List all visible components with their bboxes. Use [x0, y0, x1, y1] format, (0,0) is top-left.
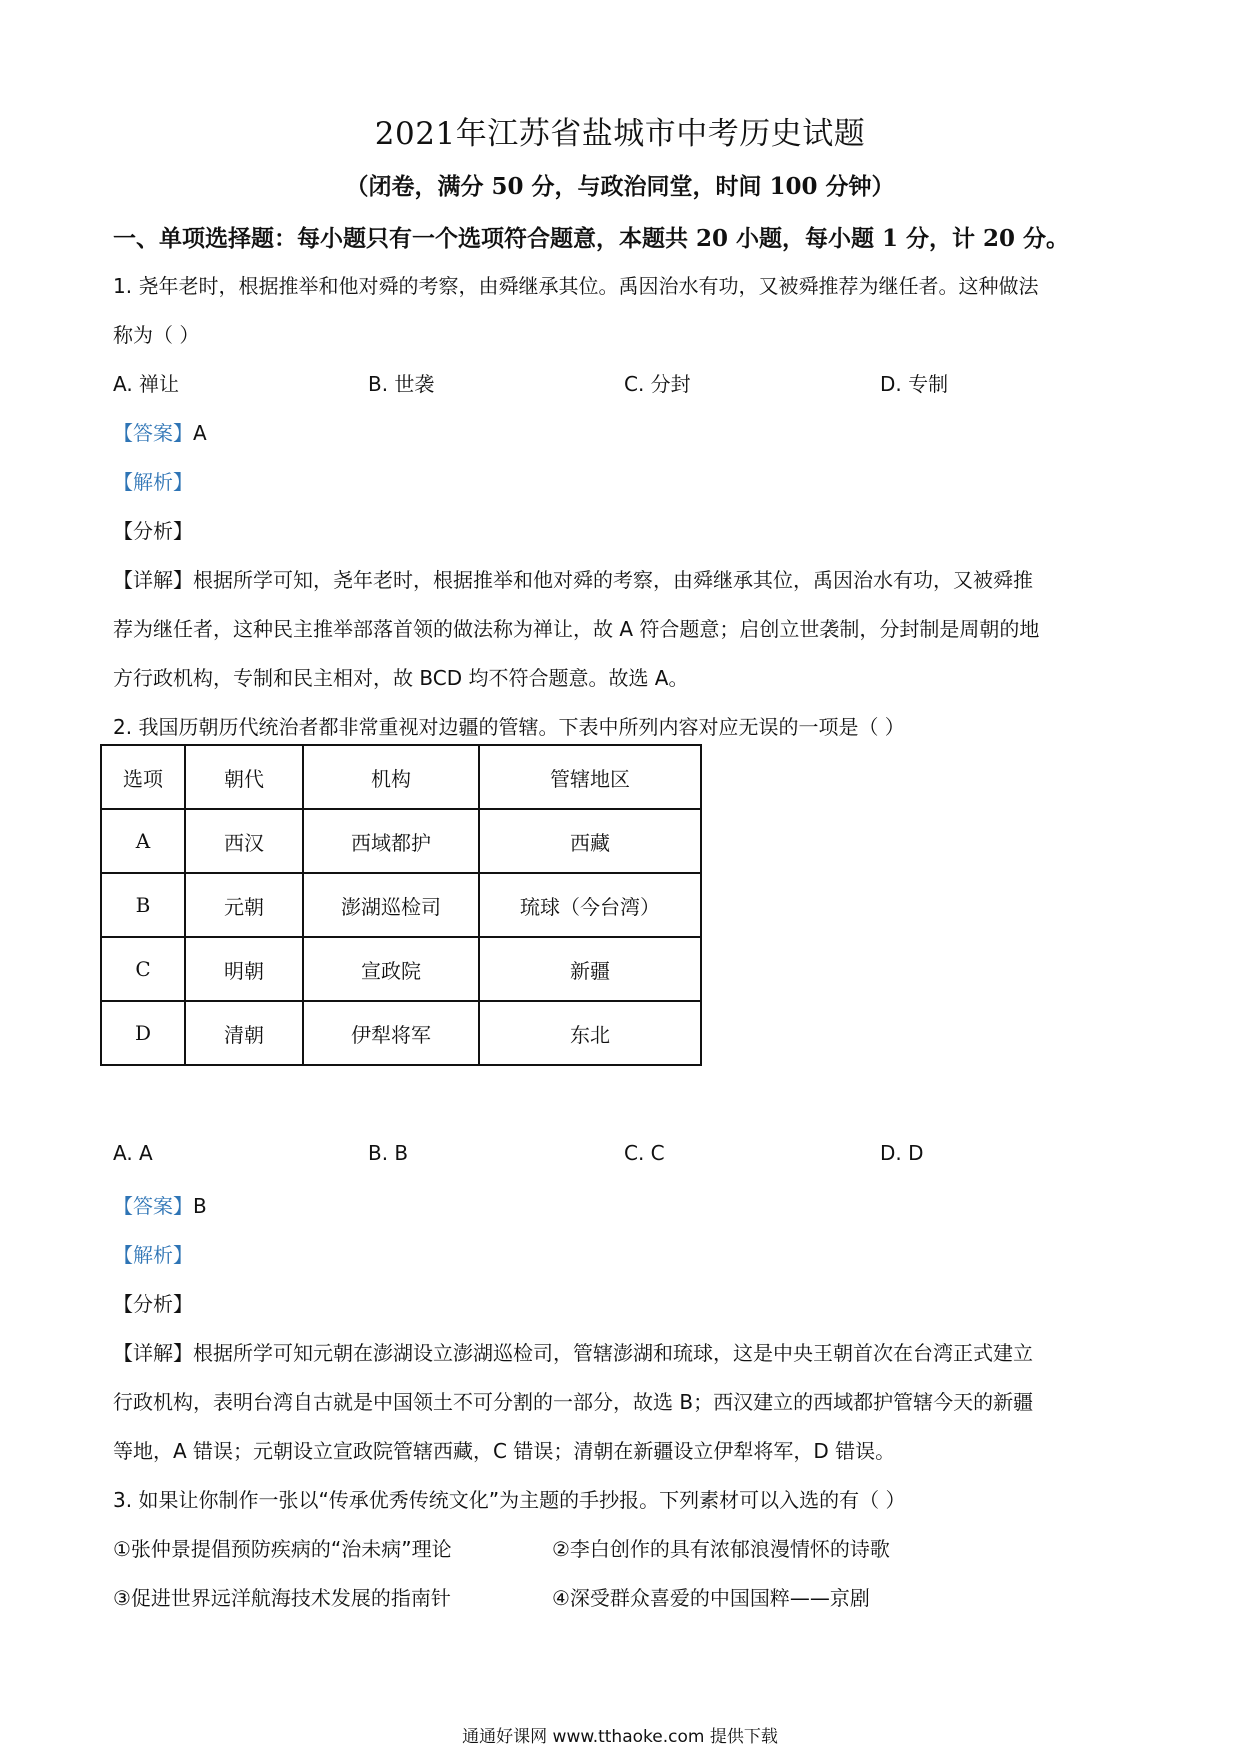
page-subtitle: （闭卷，满分 50 分，与政治同堂，时间 100 分钟） [345, 173, 895, 200]
q1-option-b: B. 世袭 [368, 372, 435, 396]
page-title: 2021年江苏省盐城市中考历史试题 [374, 116, 866, 152]
table-cell: 琉球（今台湾） [479, 873, 701, 937]
q1-detail-line-3: 方行政机构，专制和民主相对，故 BCD 均不符合题意。故选 A。 [113, 666, 689, 690]
table-row [101, 809, 701, 873]
answer-tag: 【答案】 [113, 421, 193, 445]
table-row [101, 873, 701, 937]
table-cell: 清朝 [185, 1001, 303, 1065]
table-header-cell: 选项 [101, 745, 185, 809]
q1-fenxi-tag: 【分析】 [113, 519, 193, 543]
q2-option-d: D. D [880, 1141, 924, 1165]
table-cell: 澎湖巡检司 [303, 873, 479, 937]
q3-item-4: ④深受群众喜爱的中国国粹——京剧 [552, 1586, 870, 1610]
table-header-cell: 机构 [303, 745, 479, 809]
table-header-cell: 朝代 [185, 745, 303, 809]
table-row [101, 1001, 701, 1065]
table-header-row [101, 745, 701, 809]
table-cell: 新疆 [479, 937, 701, 1001]
q2-jiexi-tag: 【解析】 [113, 1243, 193, 1267]
table-cell: 宣政院 [303, 937, 479, 1001]
answer-value: B [193, 1194, 207, 1218]
q2-table [100, 744, 702, 1066]
table-cell: 明朝 [185, 937, 303, 1001]
q1-stem-line-2: 称为（ ） [113, 323, 200, 347]
q2-answer [113, 1190, 207, 1219]
table-cell: 元朝 [185, 873, 303, 937]
q3-item-2: ②李白创作的具有浓郁浪漫情怀的诗歌 [552, 1537, 890, 1561]
q2-detail-line-1: 【详解】根据所学可知元朝在澎湖设立澎湖巡检司，管辖澎湖和琉球，这是中央王朝首次在台湾正式建立 [113, 1341, 1033, 1365]
q1-option-c: C. 分封 [624, 372, 691, 396]
table-cell: A [101, 809, 185, 873]
q2-option-b: B. B [368, 1141, 409, 1165]
answer-value: A [193, 421, 207, 445]
q2-stem: 2. 我国历朝历代统治者都非常重视对边疆的管辖。下表中所列内容对应无误的一项是（ ） [113, 715, 905, 739]
q1-option-a: A. 禅让 [113, 372, 180, 396]
table-cell: B [101, 873, 185, 937]
q2-detail-line-2: 行政机构，表明台湾自古就是中国领土不可分割的一部分，故选 B；西汉建立的西域都护管辖今天的新疆 [113, 1390, 1034, 1414]
q3-item-1: ①张仲景提倡预防疾病的“治未病”理论 [113, 1537, 452, 1561]
q1-option-d: D. 专制 [880, 372, 949, 396]
table-cell: C [101, 937, 185, 1001]
table-cell: D [101, 1001, 185, 1065]
q1-detail-line-2: 荐为继任者，这种民主推举部落首领的做法称为禅让，故 A 符合题意；启创立世袭制，分封制是周朝的地 [113, 617, 1040, 641]
q3-item-3: ③促进世界远洋航海技术发展的指南针 [113, 1586, 451, 1610]
table-cell: 西汉 [185, 809, 303, 873]
table-cell: 伊犁将军 [303, 1001, 479, 1065]
q2-option-c: C. C [624, 1141, 665, 1165]
q1-answer [113, 417, 207, 446]
table-row [101, 937, 701, 1001]
section-heading: 一、单项选择题：每小题只有一个选项符合题意，本题共 20 小题，每小题 1 分，计 20 分。 [113, 225, 1070, 252]
table-header-cell: 管辖地区 [479, 745, 701, 809]
table-cell: 西域都护 [303, 809, 479, 873]
table-cell: 西藏 [479, 809, 701, 873]
answer-tag: 【答案】 [113, 1194, 193, 1218]
q1-stem-line-1: 1. 尧年老时，根据推举和他对舜的考察，由舜继承其位。禹因治水有功，又被舜推荐为继任者。这种做法 [113, 274, 1039, 298]
q2-detail-line-3: 等地，A 错误；元朝设立宣政院管辖西藏，C 错误；清朝在新疆设立伊犁将军，D 错误。 [113, 1439, 896, 1463]
q2-fenxi-tag: 【分析】 [113, 1292, 193, 1316]
q2-option-a: A. A [113, 1141, 153, 1165]
table-cell: 东北 [479, 1001, 701, 1065]
q1-detail-line-1: 【详解】根据所学可知，尧年老时，根据推举和他对舜的考察，由舜继承其位，禹因治水有功，又被舜推 [113, 568, 1033, 592]
page-footer: 通通好课网 www.tthaoke.com 提供下载 [462, 1727, 778, 1747]
q1-jiexi-tag: 【解析】 [113, 470, 193, 494]
q3-stem: 3. 如果让你制作一张以“传承优秀传统文化”为主题的手抄报。下列素材可以入选的有（ ） [113, 1488, 906, 1512]
